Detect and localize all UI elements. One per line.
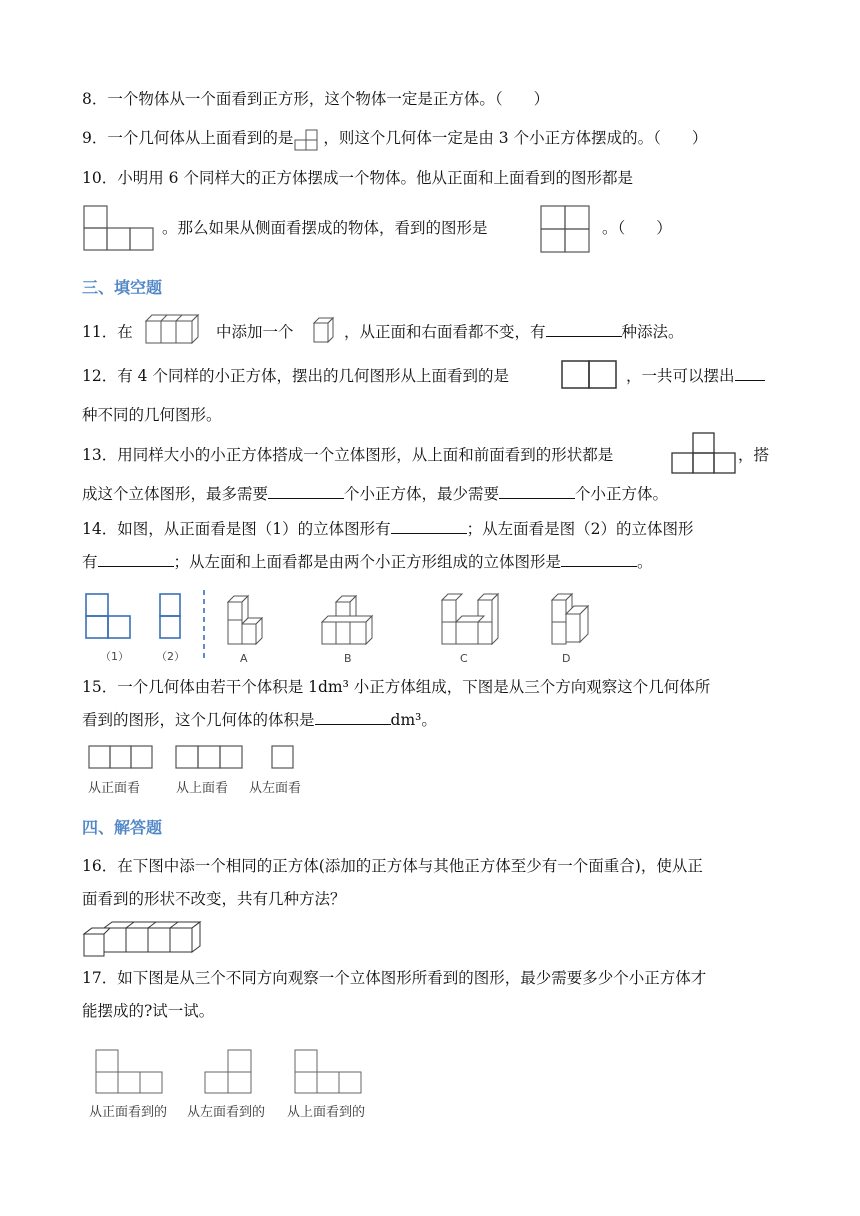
q13-line2-b: 个小正方体，最少需要: [344, 485, 500, 503]
q13-view-figure: [670, 432, 738, 474]
q12-text-pre: 12．有 4 个同样的小正方体，摆出的几何图形从上面看到的是: [82, 367, 509, 385]
q11-text-post2: 种添法。: [621, 323, 684, 341]
q13-line2-a: 成这个立体图形，最多需要: [82, 485, 269, 503]
q15-caption-front: 从正面看: [88, 781, 141, 796]
q14-label-1: （1）: [100, 650, 129, 663]
question-11: [344, 322, 684, 342]
q17-top-view: [294, 1049, 364, 1095]
q11-single-cube-figure: [312, 316, 336, 344]
q17-caption-left: 从左面看到的: [187, 1105, 266, 1120]
q14-line2-a: 有: [82, 553, 98, 571]
q14-label-c: C: [460, 652, 468, 665]
q10-side-view-figure: [539, 204, 591, 254]
q13-text-post: ，搭: [738, 446, 770, 464]
q17-caption-front: 从正面看到的: [89, 1105, 168, 1120]
fig1-square: [86, 594, 108, 616]
q15-line1: 15．一个几何体由若干个体积是 1dm³ 小正方体组成，下图是从三个方向观察这个几何体所: [82, 678, 711, 696]
question-10-line1: 10．小明用 6 个同样大的正方体摆成一个物体。他从正面和上面看到的图形都是: [82, 169, 633, 187]
question-9: [82, 128, 707, 149]
q14-line1: [82, 519, 693, 539]
q16-line1: 16．在下图中添一个相同的正方体(添加的正方体与其他正方体至少有一个面重合)，使从正: [82, 857, 703, 875]
q15-left-view: [271, 745, 295, 771]
q14-line2-c: 。: [637, 553, 653, 571]
q12-text-post: [626, 366, 765, 386]
q11-text-pre: 11．在: [82, 323, 133, 341]
q15-answer-blank[interactable]: [315, 710, 391, 725]
q13-max-blank[interactable]: [268, 484, 344, 499]
q17-front-view: [95, 1049, 165, 1095]
q9-text-pre: 9．一个几何体从上面看到的是: [82, 129, 294, 147]
q13-line2: [82, 484, 668, 504]
fig2-square: [160, 594, 180, 616]
q12-answer-blank[interactable]: [735, 366, 765, 381]
q10-front-view-figure: [82, 204, 154, 252]
q12-post-label: ，一共可以摆出: [626, 367, 735, 385]
q17-caption-top: 从上面看到的: [287, 1105, 366, 1120]
q14-label-2: （2）: [156, 650, 185, 663]
section-3-title: 三、填空题: [82, 278, 163, 297]
q14-label-d: D: [562, 652, 571, 665]
q17-left-view: [204, 1049, 254, 1095]
q14-line2: [82, 552, 653, 572]
q10-text-end: 。（ ）: [602, 219, 672, 237]
q12-line2: 种不同的几何图形。: [82, 406, 222, 424]
q11-text-mid: 中添加一个: [216, 323, 294, 341]
q15-top-view: [175, 745, 243, 771]
q14-blank-3[interactable]: [561, 552, 637, 567]
q15-caption-top: 从上面看: [176, 781, 229, 796]
q14-figures: [82, 590, 602, 666]
q11-answer-blank[interactable]: [546, 322, 622, 337]
q14-line1-a: 14．如图，从正面看是图（1）的立体图形有: [82, 520, 391, 538]
q15-line2: [82, 710, 437, 730]
q14-blank-2[interactable]: [98, 552, 174, 567]
q17-line1: 17．如下图是从三个不同方向观察一个立体图形所看到的图形，最少需要多少个小正方体才: [82, 969, 707, 987]
q15-line2-b: dm³。: [390, 711, 437, 729]
q13-text-pre: 13．用同样大小的小正方体搭成一个立体图形，从上面和前面看到的形状都是: [82, 446, 614, 464]
q15-caption-left: 从左面看: [249, 781, 302, 796]
q14-blank-1[interactable]: [391, 519, 467, 534]
q14-label-a: A: [240, 652, 248, 665]
q14-line1-b: ；从左面看是图（2）的立体图形: [466, 520, 694, 538]
q13-line2-c: 个小正方体。: [575, 485, 669, 503]
q11-cube-row-figure: [144, 313, 206, 345]
question-8: 8．一个物体从一个面看到正方形，这个物体一定是正方体。（ ）: [82, 90, 550, 108]
q9-top-view-figure: [293, 129, 323, 149]
q17-line2: 能摆成的?试一试。: [82, 1002, 215, 1020]
q14-label-b: B: [344, 652, 352, 665]
q16-cube-row-figure: [82, 920, 204, 958]
q13-min-blank[interactable]: [499, 484, 575, 499]
q14-line2-b: ；从左面和上面看都是由两个小正方形组成的立体图形是: [173, 553, 562, 571]
q10-text-mid: 。那么如果从侧面看摆成的物体，看到的图形是: [162, 219, 488, 237]
q15-line2-a: 看到的图形，这个几何体的体积是: [82, 711, 315, 729]
section-4-title: 四、解答题: [82, 818, 163, 837]
q16-line2: 面看到的形状不改变，共有几种方法？: [82, 890, 346, 908]
q12-top-view-figure: [561, 360, 617, 390]
q11-text-post: ，从正面和右面看都不变，有: [344, 323, 546, 341]
q9-text-post: ，则这个几何体一定是由 3 个小正方体摆成的。（ ）: [323, 129, 708, 147]
q15-front-view: [88, 745, 154, 771]
